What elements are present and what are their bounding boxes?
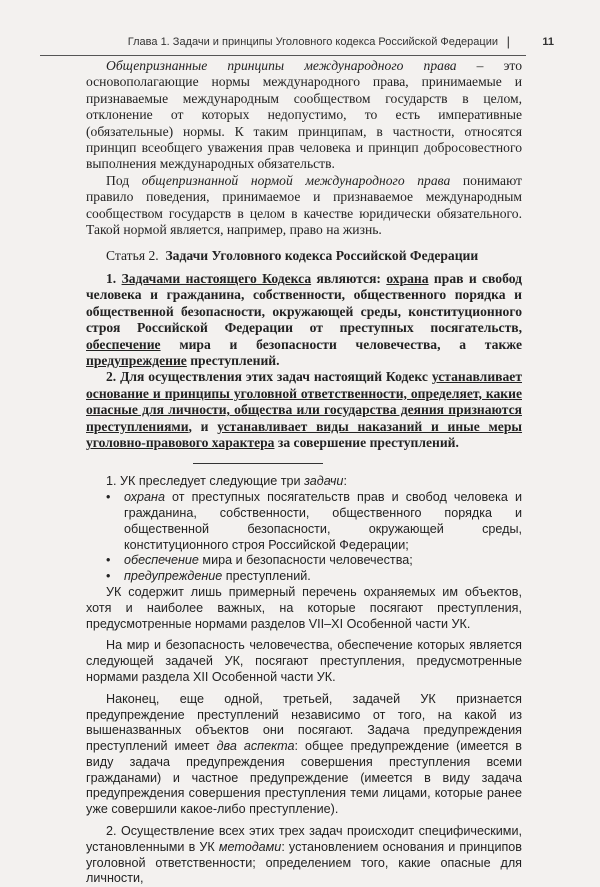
p4-start: Наконец, еще одной, третьей, задачей УК признается предупреждение преступлений независимо от того, на какой из вышеназванных объектов они посягают. Задача предупреждения преступлений имеет	[86, 691, 522, 754]
section-divider	[193, 463, 323, 464]
commentary-paragraph-3: На мир и безопасность человечества, обеспечение которых является следующей задачей УК, посягают преступления, предусмотренные нормами раздела XII Особенной части УК.	[86, 638, 522, 684]
underlined-fragment: предупреждение	[86, 352, 187, 368]
text-fragment: мира и безопасности человечества, а также	[160, 336, 522, 352]
text-fragment: преступлений.	[186, 352, 280, 368]
underlined-fragment: обеспечение	[86, 336, 161, 352]
term-tasks: задачи	[304, 474, 344, 489]
p5-start: 2. Осуществление всех этих трех задач происходит специфическими, установленными в УК	[86, 824, 522, 854]
article-title: Задачи Уголовного кодекса Российской Федерации	[165, 248, 479, 264]
page-body	[86, 58, 522, 887]
task-item	[106, 553, 522, 569]
underlined-fragment: Задачами настоящего Кодекса	[121, 270, 312, 286]
intro-p2-start: Под	[106, 172, 142, 188]
task-text: мира и безопасности человечества;	[198, 553, 413, 568]
intro-p2-text: понимают правило поведения, принимаемое и признаваемое международным сообществом государств в целом в качестве юридически обязательного. Такой нормой является, например, право на жизнь.	[86, 172, 522, 238]
text-fragment: за совершение преступлений.	[274, 434, 459, 450]
c1-end: :	[343, 474, 347, 489]
task-term: обеспечение	[124, 553, 199, 568]
term-methods: методами	[218, 839, 282, 854]
term-norm: общепризнанной нормой международного права	[141, 172, 451, 188]
commentary-paragraph-2: УК содержит лишь примерный перечень охраняемых им объектов, хотя и наиболее важных, на которые посягают преступления, предусмотренные нормами разделов VII–XI Особенной части УК.	[86, 584, 522, 631]
task-item	[106, 569, 522, 585]
intro-paragraph-2	[86, 173, 522, 239]
article-part-1	[86, 271, 522, 369]
task-text: от преступных посягательств прав и свобод человека и гражданина, собственности, общественного порядка и общественной безопасности, окружающей среды, конституционного строя Российской Федерации;	[124, 490, 522, 552]
chapter-title: Глава 1. Задачи и принципы Уголовного кодекса Российской Федерации	[127, 36, 498, 48]
underlined-fragment: устанавливает виды наказаний и иные меры уголовно-правового характера	[86, 418, 523, 450]
task-item	[106, 490, 522, 553]
term-aspects: два аспекта	[216, 739, 295, 754]
task-term: предупреждение	[124, 569, 223, 584]
commentary-paragraph-1	[86, 474, 522, 490]
tasks-list	[86, 490, 522, 585]
commentary	[86, 474, 522, 887]
task-term: охрана	[124, 490, 165, 505]
article-heading	[86, 248, 522, 264]
article-label: Статья 2.	[106, 248, 159, 264]
text-fragment: являются:	[311, 270, 387, 286]
term-principles: Общепризнанные принципы международного права	[106, 58, 457, 73]
header-separator: |	[506, 34, 510, 49]
intro-paragraph-1	[86, 58, 522, 173]
c1-start: 1. УК преследует следующие три	[106, 474, 305, 489]
underlined-fragment: устанавливает основание и принципы уголовной ответственности, определяет, какие опасные для личности, общества или государства деяния признаются преступлениями	[86, 369, 522, 434]
text-fragment: прав и свобод человека и гражданина, собственности, общественного порядка и общественной безопасности, окружающей среды, конституционного строя Российской Федерации от преступных посягательств,	[86, 270, 522, 336]
p5-rest: : установлением основания и принципов уголовной ответственности; определением того, какие опасные для личности,	[86, 839, 522, 886]
text-fragment: 1.	[106, 270, 122, 286]
page-number: 11	[542, 36, 554, 48]
text-fragment: 2. Для осуществления этих задач настоящий Кодекс	[106, 369, 432, 385]
running-header	[40, 34, 554, 56]
task-text: преступлений.	[222, 569, 311, 584]
article-part-2	[86, 369, 522, 451]
text-fragment: , и	[188, 418, 218, 434]
commentary-paragraph-4	[86, 692, 522, 818]
intro-p1-text: – это основополагающие нормы международного права, принимаемые и признаваемые международным сообществом государств в целом, отклонение от которых недопустимо, то есть императивные (обязательные) нормы. К таким принципам, в частности, относятся принцип всеобщего уважения прав человека и принцип добросовестного выполнения международных обязательств.	[86, 58, 522, 172]
article-text	[86, 271, 522, 451]
p4-rest: : общее предупреждение (имеется в виду задача предупреждения совершения преступления всеми гражданами) и частное предупреждение (имеется в виду задача предупреждения совершения преступления теми лицами, которые ранее уже совершили какое-либо преступление).	[86, 739, 523, 817]
underlined-fragment: охрана	[386, 270, 429, 286]
commentary-paragraph-5	[86, 824, 522, 887]
